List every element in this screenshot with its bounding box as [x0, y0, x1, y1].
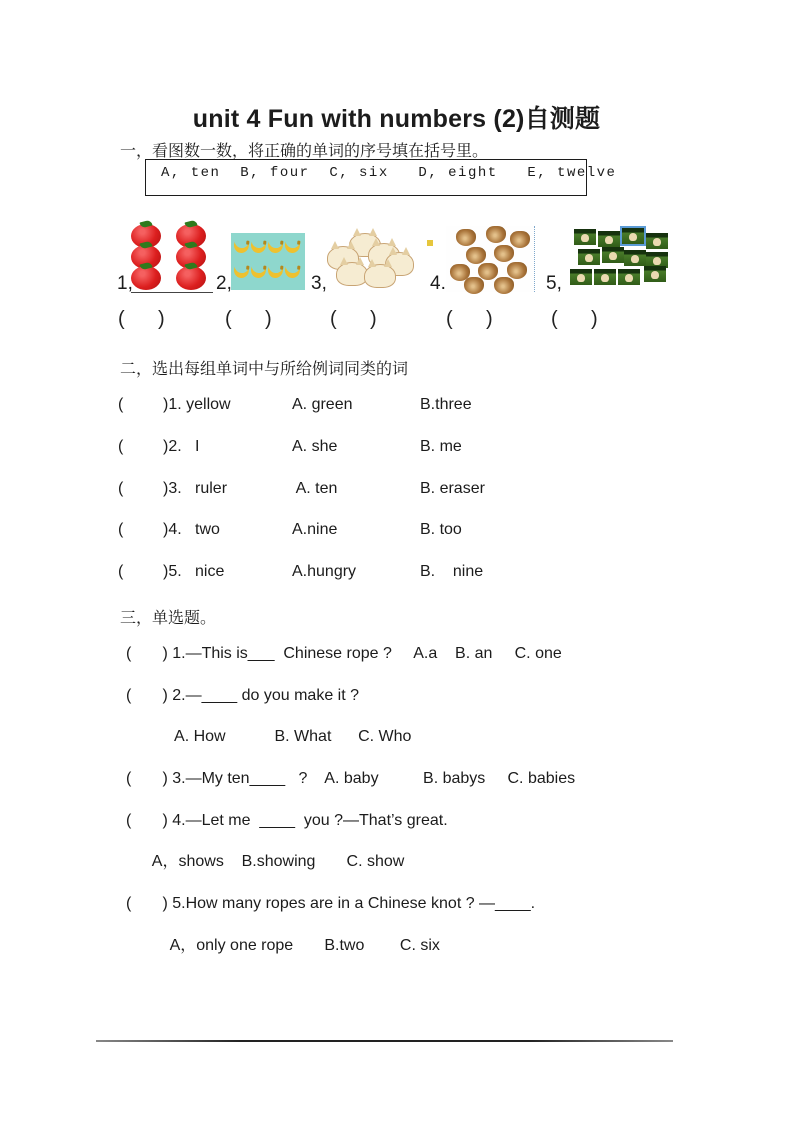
word-bank-box	[145, 159, 617, 196]
hedgehog-icon	[507, 262, 527, 279]
multiple-choice-line: ( ) 4.—Let me ____ you ?—That’s great.	[126, 811, 448, 829]
match-row	[118, 395, 485, 437]
banana-icon	[284, 236, 301, 253]
option-a: A.nine	[292, 521, 338, 539]
section2-heading: 二，选出每组单词中与所给例词同类的词	[120, 361, 409, 378]
answer-bracket-2: ( )	[225, 308, 272, 330]
bracket-open: (	[118, 563, 124, 581]
answer-bracket-4: ( )	[446, 308, 493, 330]
puppy-icon	[602, 247, 624, 263]
option-b: B. too	[420, 521, 462, 539]
picture-kittens	[322, 231, 416, 289]
banana-icon	[267, 236, 284, 253]
match-row	[118, 562, 485, 604]
bracket-open: (	[118, 437, 124, 455]
hedgehog-icon	[464, 277, 484, 294]
answer-bracket-1: ( )	[118, 308, 165, 330]
option-b: B.three	[420, 396, 472, 413]
option-a: A. she	[292, 437, 338, 455]
banana-icon	[250, 261, 267, 278]
item-text: )5. nice	[163, 563, 225, 581]
puppy-icon	[578, 249, 600, 265]
multiple-choice-line: A，shows B.showing C. show	[126, 853, 405, 871]
puppy-icon	[574, 229, 596, 245]
multiple-choice-line: ( ) 3.—My ten____ ? A. baby B. babys C. babies	[126, 770, 576, 788]
puppy-icon	[644, 266, 666, 282]
banana-icon	[284, 261, 301, 278]
bracket-open: (	[118, 479, 124, 497]
match-row	[118, 520, 485, 562]
item-text: )1. yellow	[163, 396, 231, 413]
yellow-speck	[427, 240, 433, 246]
option-b: B. nine	[420, 563, 484, 581]
hedgehog-icon	[478, 263, 498, 280]
picture-label-2: 2,	[216, 273, 232, 294]
puppy-icon	[624, 250, 646, 266]
item-text: )3. ruler	[163, 479, 228, 497]
picture-label-1: 1,	[117, 273, 133, 294]
puppy-icon	[622, 228, 644, 244]
puppy-icon	[594, 269, 616, 285]
item-text: )4. two	[163, 521, 220, 539]
answer-bracket-5: ( )	[551, 308, 598, 330]
match-row	[118, 437, 485, 479]
page-title: unit 4 Fun with numbers (2)自测题	[192, 105, 601, 133]
picture-hedgehogs	[446, 226, 535, 292]
hedgehog-icon	[456, 229, 476, 246]
multiple-choice-line: A，only one rope B.two C. six	[126, 936, 440, 954]
picture-puppies	[564, 228, 668, 290]
multiple-choice-line: ( ) 5.How many ropes are in a Chinese knot ? —____.	[126, 895, 536, 913]
section2-rows	[118, 395, 485, 604]
multiple-choice-line: ( ) 1.—This is___ Chinese rope ? A.a B. an C. one	[126, 645, 562, 662]
hedgehog-icon	[466, 247, 486, 264]
hedgehog-icon	[494, 245, 514, 262]
section1-heading: 一，看图数一数，将正确的单词的序号填在括号里。	[120, 143, 489, 160]
answer-blank-line	[131, 266, 213, 293]
match-row	[118, 479, 485, 521]
option-b: B. eraser	[420, 479, 485, 497]
bracket-open: (	[118, 521, 124, 539]
bottom-divider	[96, 1040, 673, 1042]
section3-lines	[126, 644, 575, 978]
banana-icon	[250, 236, 267, 253]
hedgehog-icon	[486, 226, 506, 243]
multiple-choice-line: A. How B. What C. Who	[126, 728, 412, 746]
puppy-icon	[570, 269, 592, 285]
option-b: B. me	[420, 437, 462, 455]
bracket-open: (	[118, 396, 124, 413]
option-a: A. ten	[292, 479, 338, 497]
hedgehog-icon	[510, 231, 530, 248]
picture-bananas	[231, 233, 305, 290]
kitten-icon	[364, 264, 396, 288]
answer-bracket-3: ( )	[330, 308, 377, 330]
puppy-icon	[618, 269, 640, 285]
hedgehog-icon	[494, 277, 514, 294]
puppy-icon	[598, 231, 620, 247]
puppy-icon	[646, 233, 668, 249]
picture-label-4: 4.	[430, 273, 446, 294]
option-a: A.hungry	[292, 563, 357, 581]
picture-label-3: 3,	[311, 273, 327, 294]
banana-icon	[233, 236, 250, 253]
option-a: A. green	[292, 396, 353, 413]
banana-icon	[267, 261, 284, 278]
banana-icon	[233, 261, 250, 278]
section3-heading: 三，单选题。	[120, 610, 217, 627]
picture-label-5: 5,	[546, 273, 562, 294]
multiple-choice-line: ( ) 2.—____ do you make it ?	[126, 686, 359, 704]
item-text: )2. I	[163, 437, 200, 455]
word-bank-text: A, ten B, four C, six D, eight E, twelve	[161, 165, 617, 181]
